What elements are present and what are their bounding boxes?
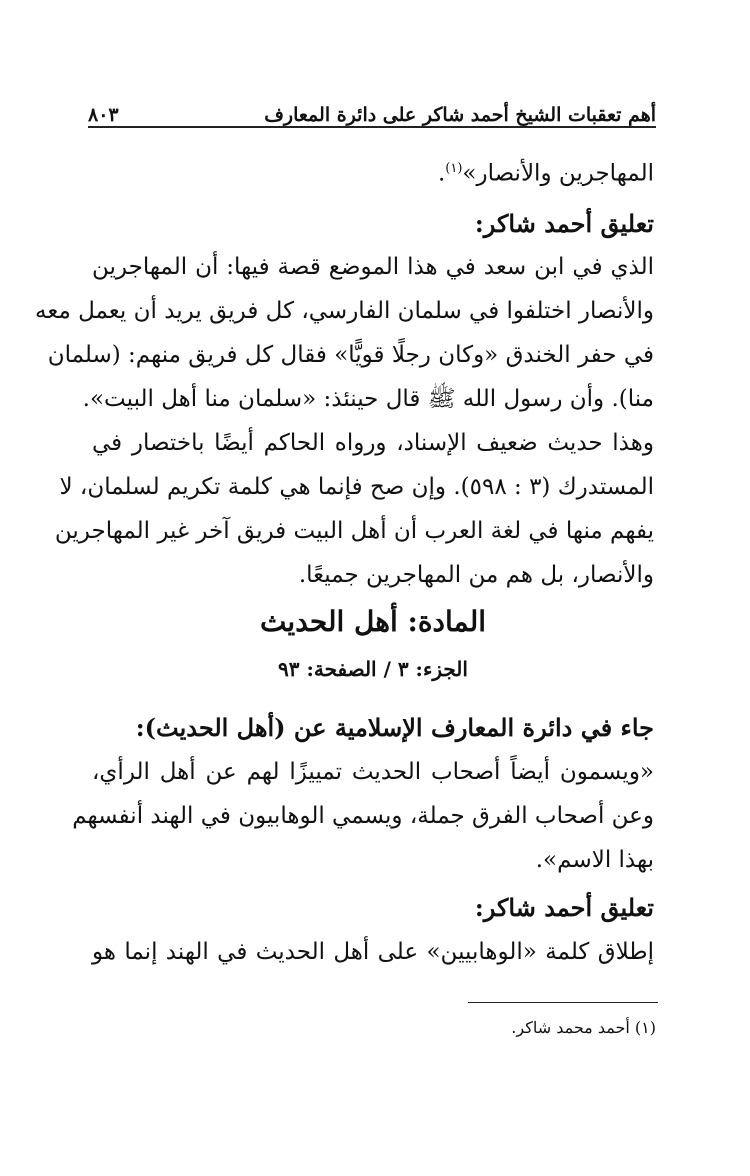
section-title: المادة: أهل الحديث <box>259 605 487 638</box>
header-title: أهم تعقبات الشيخ أحمد شاكر على دائرة المعارف <box>264 104 656 126</box>
footnote-marker: (١) <box>445 161 463 176</box>
para1-line-5: وهذا حديث ضعيف الإسناد، ورواه الحاكم أيضًا باختصار في <box>92 430 654 456</box>
heading-encyclopedia-quote: جاء في دائرة المعارف الإسلامية عن (أهل الحديث): <box>135 713 654 742</box>
heading-commentary-1: تعليق أحمد شاكر: <box>474 209 654 238</box>
para3-line-1: إطلاق كلمة «الوهابيين» على أهل الحديث في الهند إنما هو <box>92 939 654 965</box>
para1-line-4: منا). وأن رسول الله ﷺ قال حينئذ: «سلمان منا أهل البيت». <box>82 386 654 412</box>
footnote-number: (١) <box>634 1018 656 1037</box>
body-line-1: المهاجرين والأنصار»$^{(١)}$. <box>437 160 654 187</box>
header-rule <box>88 126 656 128</box>
para1-line-7: يفهم منها في لغة العرب أن أهل البيت فريق آخر غير المهاجرين <box>54 518 654 544</box>
page-number: ٨٠٣ <box>88 104 119 126</box>
para2-line-1: «ويسمون أيضاً أصحاب الحديث تمييزًا لهم عن أهل الرأي، <box>92 759 654 785</box>
running-header <box>88 86 656 126</box>
heading-commentary-2: تعليق أحمد شاكر: <box>474 893 654 922</box>
para1-line-1: الذي في ابن سعد في هذا الموضع قصة فيها: أن المهاجرين <box>92 254 654 280</box>
section-reference: الجزء: ٣ / الصفحة: ٩٣ <box>278 657 468 681</box>
para1-line-3: في حفر الخندق «وكان رجلًا قويًّا» فقال كل فريق منهم: (سلمان <box>47 342 654 368</box>
footnote <box>300 1014 656 1042</box>
para2-line-2: وعن أصحاب الفرق جملة، ويسمي الوهابيون في الهند أنفسهم <box>72 803 654 829</box>
para1-line-8: والأنصار، بل هم من المهاجرين جميعًا. <box>298 562 654 588</box>
para1-line-6: المستدرك (٣ : ٥٩٨). وإن صح فإنما هي كلمة تكريم لسلمان، لا <box>59 474 654 500</box>
footnote-rule <box>468 1002 658 1003</box>
para2-line-3: بهذا الاسم». <box>535 847 654 873</box>
para1-line-2: والأنصار اختلفوا في سلمان الفارسي، كل فريق يريد أن يعمل معه <box>35 298 654 324</box>
footnote-text: أحمد محمد شاكر. <box>511 1018 630 1037</box>
